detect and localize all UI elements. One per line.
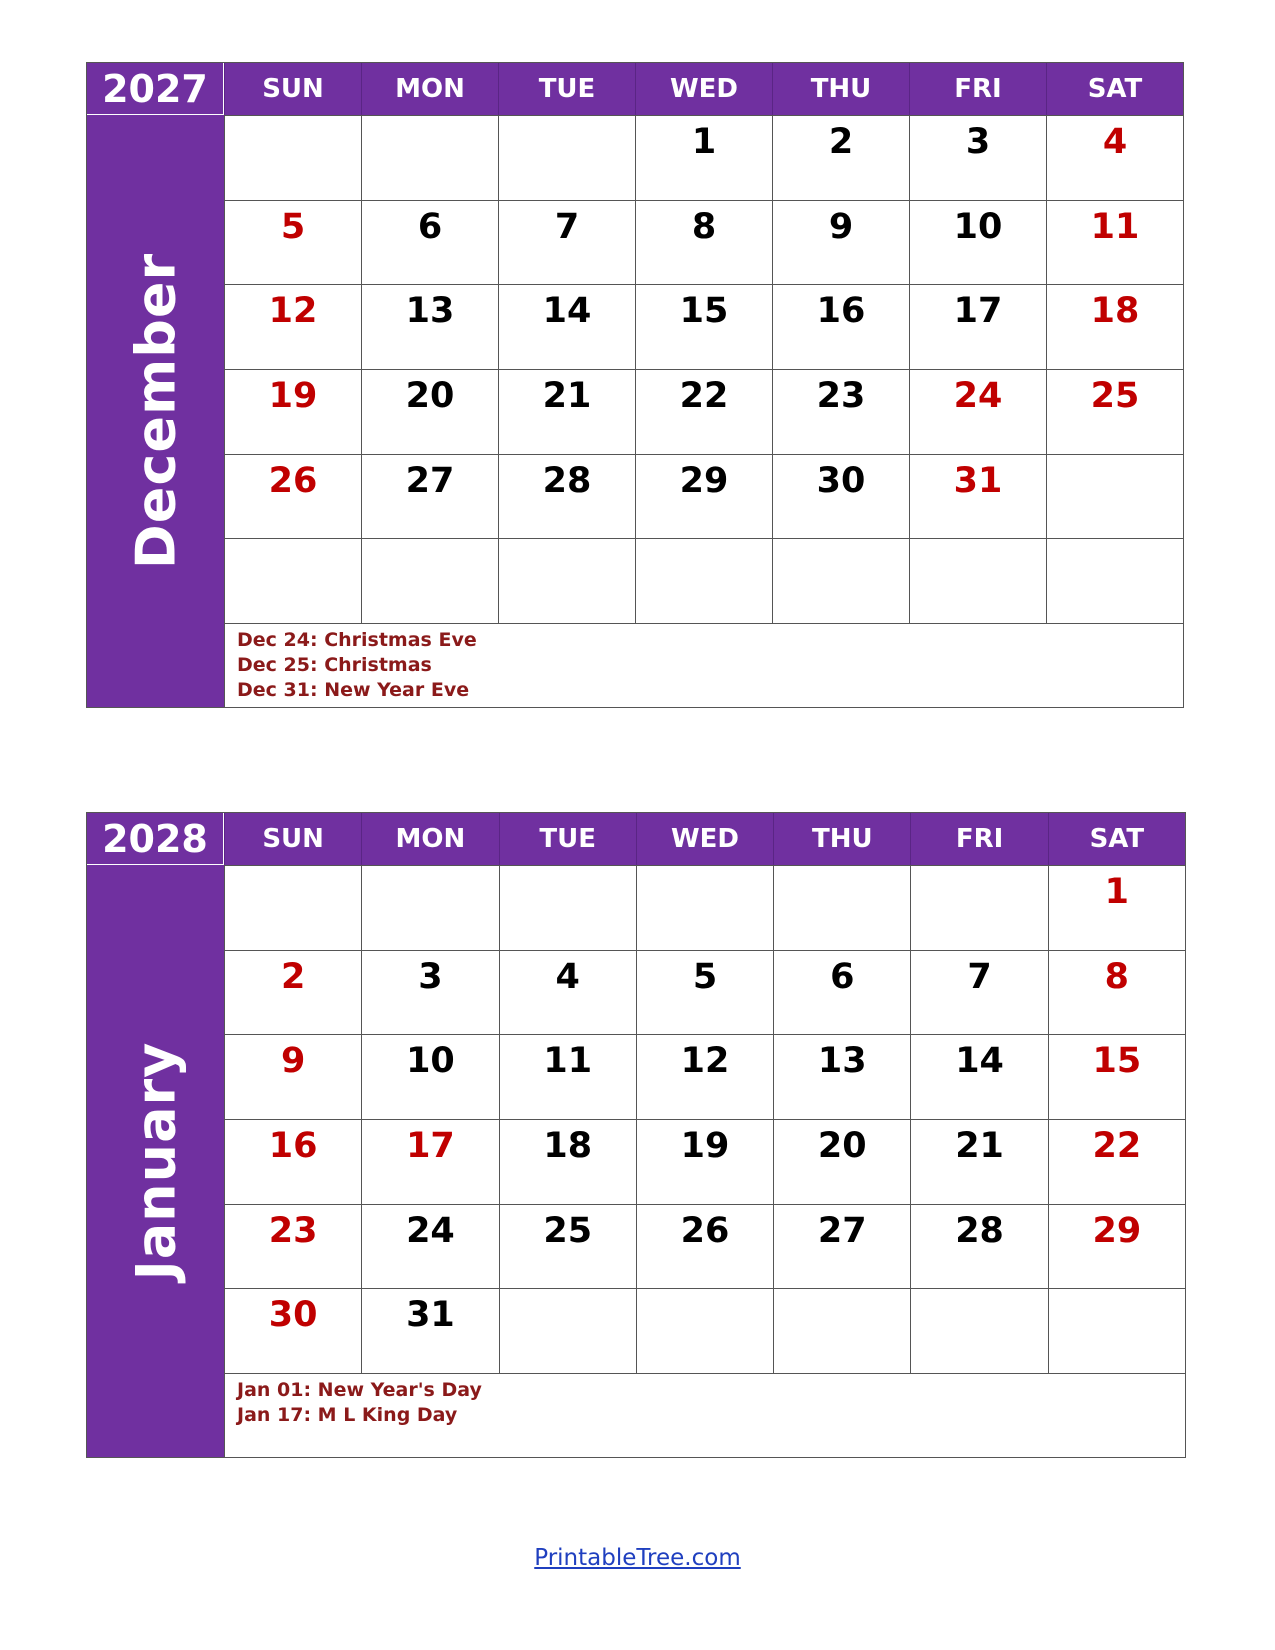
day-cell: [910, 865, 1047, 950]
day-number: 2: [828, 122, 854, 162]
day-cell: [499, 1119, 636, 1204]
day-number: 20: [405, 375, 455, 416]
day-cell: [1048, 1119, 1185, 1204]
day-number: 29: [1092, 1210, 1142, 1251]
day-number: 27: [817, 1210, 867, 1251]
day-number: 6: [830, 956, 855, 997]
day-number: 29: [679, 460, 729, 501]
day-cell: [224, 1119, 361, 1204]
day-cell: [1046, 538, 1183, 623]
day-number: 16: [268, 1125, 318, 1166]
day-number: 30: [268, 1295, 318, 1336]
month-band: [87, 865, 224, 1457]
day-number: 21: [955, 1125, 1004, 1166]
day-number: 3: [418, 956, 443, 997]
day-number: 9: [828, 206, 854, 247]
day-header-tue: TUE: [498, 63, 635, 115]
day-cell: [498, 454, 635, 539]
day-cell: [224, 115, 361, 200]
day-cell: [499, 865, 636, 950]
day-cell: [1048, 865, 1185, 950]
day-cell: [772, 115, 909, 200]
day-cell: [910, 1119, 1047, 1204]
holiday-note: Dec 31: New Year Eve: [237, 678, 470, 701]
day-cell: [224, 284, 361, 369]
day-cell: [499, 950, 636, 1035]
day-header-mon: MON: [361, 813, 498, 865]
calendar-january-2028: [86, 812, 1186, 1458]
month-name: December: [124, 252, 187, 570]
day-cell: [635, 454, 772, 539]
day-number: 6: [417, 206, 443, 247]
day-number: 7: [967, 956, 992, 997]
day-number: 14: [542, 291, 592, 332]
day-cell: [499, 1204, 636, 1289]
day-number: 4: [555, 956, 580, 997]
day-header-sat: SAT: [1046, 63, 1183, 115]
day-cell: [909, 284, 1046, 369]
day-number: 15: [679, 291, 729, 332]
day-number: 24: [953, 375, 1003, 416]
day-cell: [1048, 1034, 1185, 1119]
day-cell: [636, 1119, 773, 1204]
day-number: 7: [554, 206, 580, 247]
day-cell: [1046, 454, 1183, 539]
day-number: 24: [406, 1210, 455, 1251]
day-header-sun: SUN: [224, 63, 361, 115]
day-number: 8: [1104, 956, 1130, 997]
day-cell: [361, 369, 498, 454]
day-cell: [636, 1204, 773, 1289]
day-header-thu: THU: [773, 813, 910, 865]
day-cell: [635, 284, 772, 369]
day-number: 26: [268, 460, 318, 501]
day-cell: [499, 1034, 636, 1119]
day-cell: [361, 865, 498, 950]
day-number: 9: [280, 1041, 306, 1082]
month-name: January: [124, 1041, 187, 1281]
day-cell: [909, 538, 1046, 623]
day-number: 12: [680, 1041, 730, 1082]
day-cell: [224, 865, 361, 950]
day-number: 17: [406, 1125, 455, 1166]
day-cell: [909, 454, 1046, 539]
day-number: 2: [280, 956, 306, 997]
day-number: 31: [953, 460, 1003, 501]
day-number: 30: [816, 460, 866, 501]
day-number: 16: [816, 291, 866, 332]
day-cell: [361, 538, 498, 623]
holiday-note: Dec 25: Christmas: [237, 653, 432, 676]
day-cell: [1046, 200, 1183, 285]
day-cell: [910, 950, 1047, 1035]
day-cell: [773, 1288, 910, 1373]
day-cell: [361, 115, 498, 200]
day-cell: [636, 865, 773, 950]
day-cell: [224, 369, 361, 454]
day-number: 5: [692, 956, 718, 997]
day-cell: [773, 1119, 910, 1204]
day-header-sat: SAT: [1048, 813, 1185, 865]
day-number: 25: [1090, 375, 1140, 416]
day-cell: [1048, 1288, 1185, 1373]
holiday-note: Jan 01: New Year's Day: [237, 1378, 482, 1401]
day-cell: [772, 454, 909, 539]
holiday-note: Dec 24: Christmas Eve: [237, 628, 477, 651]
day-header-thu: THU: [772, 63, 909, 115]
day-cell: [498, 284, 635, 369]
holiday-note: Jan 17: M L King Day: [237, 1403, 458, 1426]
day-cell: [773, 865, 910, 950]
day-cell: [772, 538, 909, 623]
day-cell: [635, 200, 772, 285]
month-band: [87, 115, 224, 707]
holiday-notes: [224, 623, 1183, 707]
day-cell: [498, 200, 635, 285]
day-cell: [361, 1204, 498, 1289]
day-cell: [361, 284, 498, 369]
day-cell: [636, 950, 773, 1035]
day-cell: [1048, 950, 1185, 1035]
day-header-mon: MON: [361, 63, 498, 115]
calendar-december-2027: [86, 62, 1184, 708]
day-cell: [361, 200, 498, 285]
day-cell: [635, 538, 772, 623]
day-cell: [772, 200, 909, 285]
day-number: 10: [953, 206, 1003, 247]
day-header-sun: SUN: [224, 813, 361, 865]
day-header-tue: TUE: [499, 813, 636, 865]
day-number: 17: [953, 291, 1003, 332]
day-number: 27: [405, 460, 455, 501]
day-cell: [909, 115, 1046, 200]
day-number: 1: [691, 122, 717, 162]
day-number: 26: [680, 1210, 730, 1251]
day-cell: [498, 538, 635, 623]
day-number: 28: [955, 1210, 1004, 1251]
day-number: 11: [1090, 206, 1140, 247]
day-number: 13: [817, 1041, 867, 1082]
day-cell: [224, 950, 361, 1035]
day-cell: [909, 200, 1046, 285]
day-number: 8: [691, 206, 717, 247]
day-cell: [361, 1034, 498, 1119]
day-cell: [909, 369, 1046, 454]
day-cell: [635, 115, 772, 200]
day-number: 18: [1090, 291, 1140, 332]
day-cell: [910, 1204, 1047, 1289]
day-number: 25: [543, 1210, 593, 1251]
day-number: 10: [406, 1041, 455, 1082]
day-cell: [361, 1119, 498, 1204]
day-number: 5: [280, 206, 306, 247]
day-number: 12: [268, 291, 318, 332]
day-number: 11: [543, 1041, 593, 1082]
day-cell: [224, 200, 361, 285]
day-number: 4: [1102, 122, 1128, 162]
day-cell: [224, 1204, 361, 1289]
year-label: 2027: [87, 63, 224, 115]
holiday-notes: [224, 1373, 1185, 1457]
day-number: 21: [542, 375, 592, 416]
day-cell: [636, 1288, 773, 1373]
day-header-fri: FRI: [909, 63, 1046, 115]
day-cell: [224, 538, 361, 623]
day-cell: [773, 1034, 910, 1119]
day-cell: [773, 950, 910, 1035]
day-number: 19: [680, 1125, 730, 1166]
day-cell: [773, 1204, 910, 1289]
printabletree-link[interactable]: PrintableTree.com: [534, 1545, 741, 1571]
day-number: 31: [406, 1295, 455, 1336]
day-cell: [498, 369, 635, 454]
day-number: 13: [405, 291, 455, 332]
day-cell: [636, 1034, 773, 1119]
day-header-wed: WED: [635, 63, 772, 115]
day-number: 14: [955, 1041, 1004, 1082]
day-number: 28: [542, 460, 592, 501]
day-cell: [224, 454, 361, 539]
day-cell: [772, 369, 909, 454]
day-cell: [635, 369, 772, 454]
day-number: 23: [816, 375, 866, 416]
day-number: 23: [268, 1210, 318, 1251]
day-number: 3: [965, 122, 991, 162]
day-number: 22: [1092, 1125, 1142, 1166]
day-cell: [910, 1034, 1047, 1119]
day-header-fri: FRI: [910, 813, 1047, 865]
day-cell: [224, 1288, 361, 1373]
day-number: 19: [268, 375, 318, 416]
day-number: 15: [1092, 1041, 1142, 1082]
day-cell: [224, 1034, 361, 1119]
day-cell: [1046, 115, 1183, 200]
day-cell: [361, 950, 498, 1035]
day-number: 20: [817, 1125, 867, 1166]
day-cell: [1046, 369, 1183, 454]
day-cell: [1046, 284, 1183, 369]
day-cell: [910, 1288, 1047, 1373]
day-cell: [1048, 1204, 1185, 1289]
day-cell: [499, 1288, 636, 1373]
day-header-wed: WED: [636, 813, 773, 865]
day-number: 22: [679, 375, 729, 416]
day-cell: [498, 115, 635, 200]
day-number: 1: [1104, 872, 1130, 912]
day-cell: [361, 1288, 498, 1373]
year-label: 2028: [87, 813, 224, 865]
day-cell: [772, 284, 909, 369]
day-number: 18: [543, 1125, 593, 1166]
day-cell: [361, 454, 498, 539]
